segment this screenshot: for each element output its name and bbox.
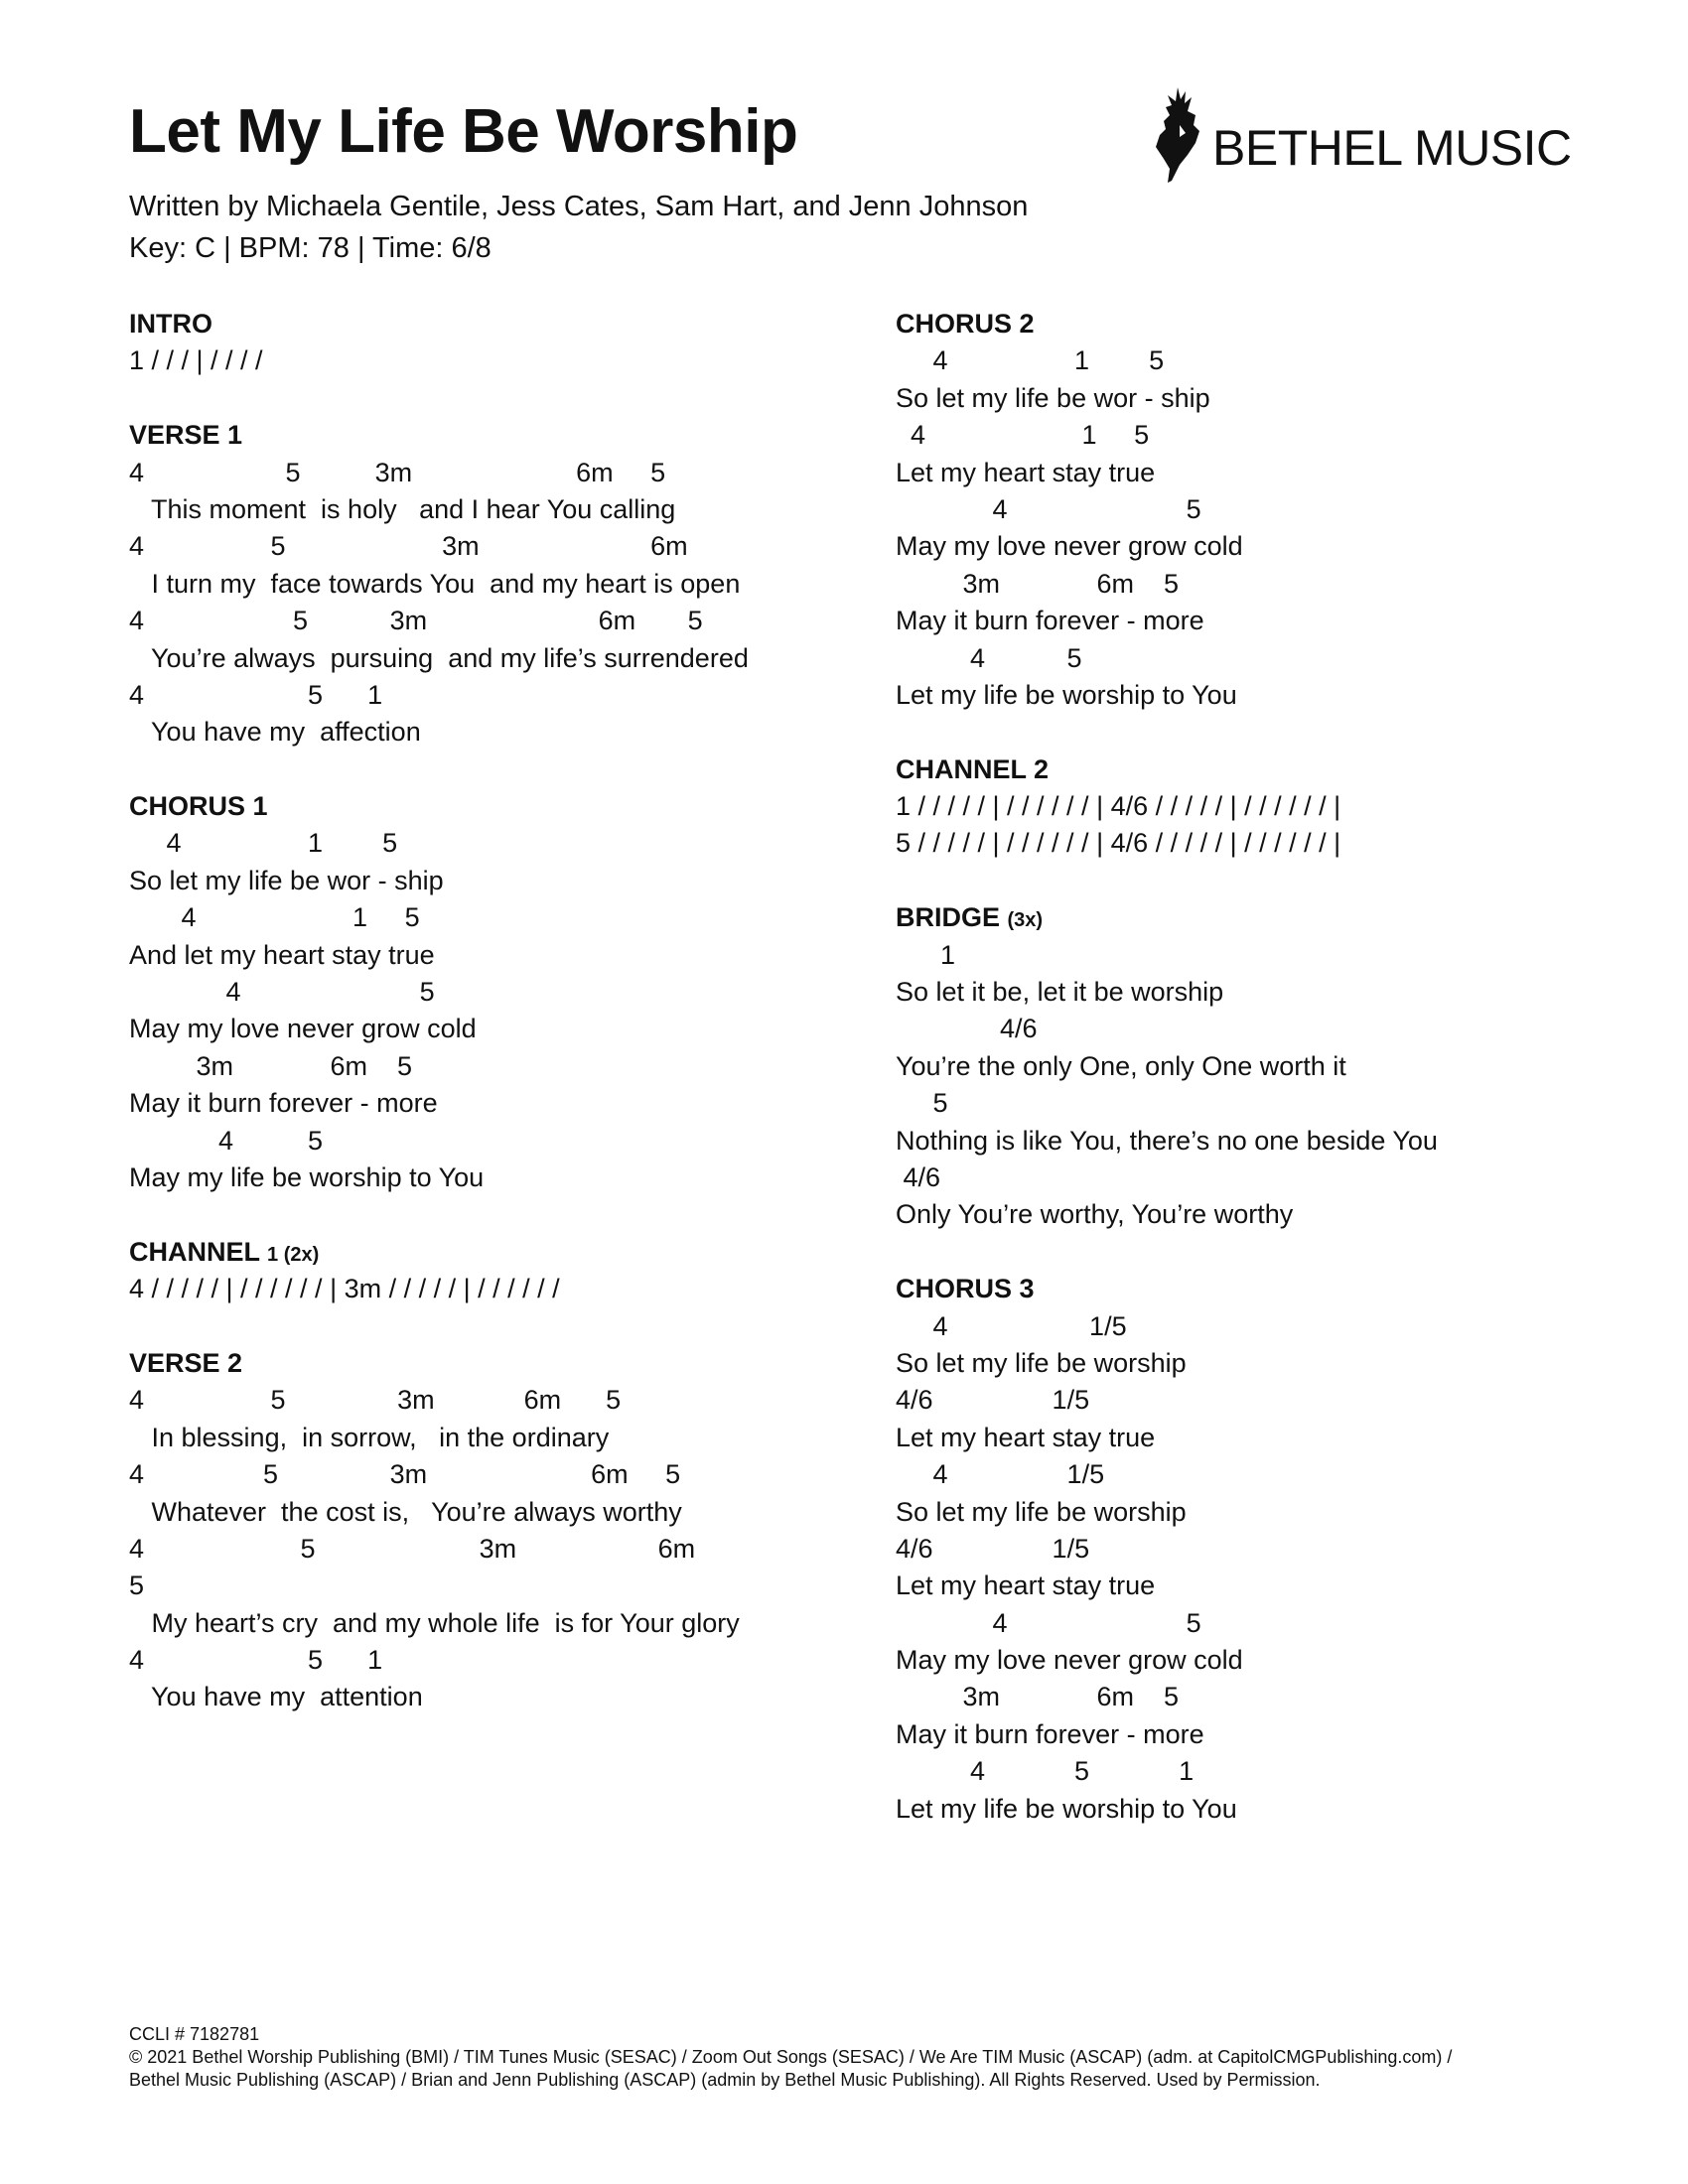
- right-column: [896, 306, 1591, 1864]
- chord-line: 3m 6m 5: [896, 1682, 1180, 1712]
- chord-line: 1 / / / / / | / / / / / / | 4/6 / / / / / | / / / / / / |: [896, 791, 1341, 822]
- lyric-line: Whatever the cost is, You’re always worthy: [129, 1496, 682, 1527]
- section-title: VERSE 1: [129, 420, 243, 451]
- chord-line: 4 5: [896, 1607, 1201, 1638]
- chord-line: 4 1/5: [896, 1310, 1127, 1341]
- chord-line: 4 / / / / / | / / / / / / | 3m / / / / / | / / / / / /: [129, 1274, 560, 1304]
- lyric-line: Let my heart stay true: [896, 1570, 1156, 1601]
- logo-text: BETHEL MUSIC: [1212, 120, 1572, 176]
- chord-line: 4/6: [896, 1161, 941, 1192]
- chord-line: 4 1 5: [129, 902, 420, 933]
- section-title: CHORUS 2: [896, 309, 1035, 339]
- chord-line: 3m 6m 5: [129, 1050, 413, 1081]
- section-title: INTRO: [129, 309, 212, 339]
- lyric-line: May my love never grow cold: [896, 531, 1243, 562]
- lyric-line: May it burn forever - more: [896, 1718, 1204, 1749]
- lyric-line: May it burn forever - more: [896, 606, 1204, 636]
- chord-line: 4 1 5: [129, 828, 398, 859]
- lyric-line: Let my life be worship to You: [896, 679, 1237, 710]
- lyric-line: Only You’re worthy, You’re worthy: [896, 1199, 1294, 1230]
- lyric-line: You have my affection: [129, 717, 421, 748]
- chord-line: 5: [129, 1570, 145, 1601]
- left-column: [129, 306, 824, 1753]
- section-channel-1: [129, 1234, 824, 1308]
- chord-line: 4 5 3m 6m: [129, 1533, 696, 1564]
- chord-line: 4 5 1: [129, 1645, 383, 1676]
- lyric-line: So let my life be wor - ship: [129, 865, 444, 895]
- chord-line: 4 5: [896, 493, 1201, 524]
- section-channel-2: [896, 751, 1591, 863]
- chord-line: 1 / / / | / / / /: [129, 345, 263, 376]
- lyric-line: So let my life be worship: [896, 1496, 1187, 1527]
- chord-line: 4 5: [896, 642, 1082, 673]
- chord-line: 4 5 3m 6m 5: [129, 1459, 681, 1490]
- lyric-line: I turn my face towards You and my heart is open: [129, 568, 741, 599]
- lyric-line: May my life be worship to You: [129, 1161, 485, 1192]
- lyric-line: My heart’s cry and my whole life is for Your glory: [129, 1607, 740, 1638]
- chord-line: 4 5: [129, 977, 435, 1008]
- chord-line: 4/6 1/5: [896, 1533, 1090, 1564]
- lyric-line: You’re always pursuing and my life’s surrendered: [129, 642, 749, 673]
- ccli-number: CCLI # 7182781: [129, 2024, 260, 2044]
- chord-line: 3m 6m 5: [896, 568, 1180, 599]
- lyric-line: May my love never grow cold: [896, 1645, 1243, 1676]
- page-title: Let My Life Be Worship: [129, 97, 798, 166]
- lyric-line: You’re the only One, only One worth it: [896, 1050, 1346, 1081]
- section-title: VERSE 2: [129, 1347, 243, 1378]
- chord-line: 4/6 1/5: [896, 1385, 1090, 1416]
- lyric-line: May it burn forever - more: [129, 1088, 438, 1119]
- key-bpm-time: Key: C | BPM: 78 | Time: 6/8: [129, 232, 492, 264]
- section-verse-2: [129, 1345, 824, 1716]
- repeat-note: 1 (2x): [267, 1243, 320, 1266]
- writers-credit: Written by Michaela Gentile, Jess Cates, Sam Hart, and Jenn Johnson: [129, 191, 1029, 222]
- lyric-line: You have my attention: [129, 1682, 423, 1712]
- lyric-line: Let my heart stay true: [896, 1422, 1156, 1452]
- chord-line: 4 5: [129, 1125, 324, 1156]
- lyric-line: In blessing, in sorrow, in the ordinary: [129, 1422, 610, 1452]
- section-chorus-2: [896, 306, 1591, 714]
- chord-line: 5 / / / / / | / / / / / / | 4/6 / / / / / | / / / / / / |: [896, 828, 1341, 859]
- chord-line: 4 1/5: [896, 1459, 1105, 1490]
- chord-line: 1: [896, 939, 956, 970]
- chord-line: 4 1 5: [896, 420, 1150, 451]
- section-intro: [129, 306, 824, 380]
- section-title: CHORUS 3: [896, 1274, 1035, 1304]
- section-bridge: [896, 899, 1591, 1234]
- section-chorus-1: [129, 788, 824, 1196]
- chord-line: 4 5 1: [129, 679, 383, 710]
- section-title: CHORUS 1: [129, 791, 268, 822]
- section-chorus-3: [896, 1271, 1591, 1828]
- section-verse-1: [129, 417, 824, 751]
- chord-line: 4 5 3m 6m 5: [129, 457, 666, 487]
- section-title: BRIDGE (3x): [896, 902, 1044, 933]
- lyric-line: May my love never grow cold: [129, 1014, 477, 1044]
- lyric-line: And let my heart stay true: [129, 939, 435, 970]
- repeat-note: (3x): [1007, 909, 1044, 932]
- bethel-music-logo: [1150, 85, 1572, 185]
- chord-line: 4 5 1: [896, 1756, 1195, 1787]
- lyric-line: Nothing is like You, there’s no one beside You: [896, 1125, 1438, 1156]
- chord-line: 5: [896, 1088, 948, 1119]
- lyric-line: Let my life be worship to You: [896, 1793, 1237, 1824]
- chord-line: 4 1 5: [896, 345, 1165, 376]
- chord-line: 4 5 3m 6m: [129, 531, 688, 562]
- deer-head-icon: [1150, 85, 1209, 185]
- chord-line: 4/6: [896, 1014, 1038, 1044]
- lyric-line: So let my life be worship: [896, 1347, 1187, 1378]
- section-title: CHANNEL 1 (2x): [129, 1236, 320, 1267]
- chord-line: 4 5 3m 6m 5: [129, 606, 703, 636]
- lyric-line: Let my heart stay true: [896, 457, 1156, 487]
- copyright-footer: [129, 2023, 1599, 2092]
- lyric-line: So let my life be wor - ship: [896, 382, 1210, 413]
- copyright-line-2: Bethel Music Publishing (ASCAP) / Brian and Jenn Publishing (ASCAP) (admin by Bethel Music Publishing). All Rights Reserved. Used by Permission.: [129, 2070, 1321, 2090]
- lyric-line: This moment is holy and I hear You calling: [129, 493, 676, 524]
- section-title: CHANNEL 2: [896, 753, 1050, 784]
- lyric-line: So let it be, let it be worship: [896, 977, 1224, 1008]
- copyright-line-1: © 2021 Bethel Worship Publishing (BMI) / TIM Tunes Music (SESAC) / Zoom Out Songs (SESAC) / We Are TIM Music (ASCAP) (adm. at CapitolCMGPublishing.com) /: [129, 2047, 1453, 2067]
- chord-line: 4 5 3m 6m 5: [129, 1385, 622, 1416]
